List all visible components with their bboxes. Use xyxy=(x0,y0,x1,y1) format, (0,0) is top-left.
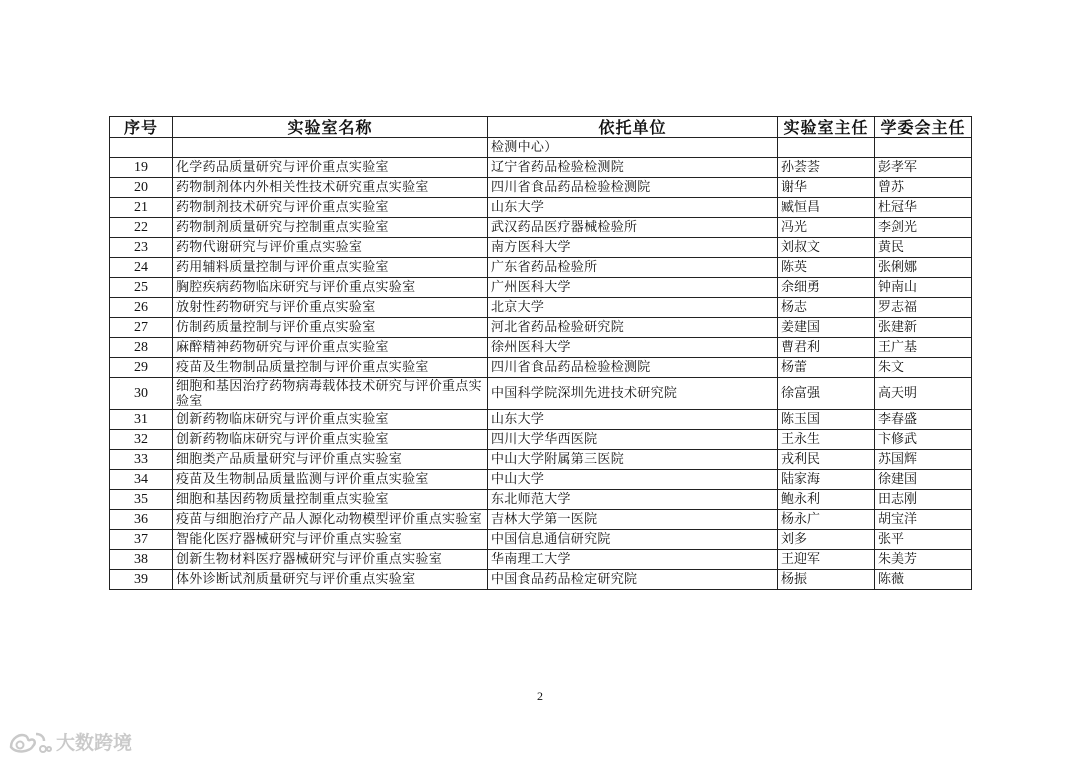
cell-lab-director: 曹君利 xyxy=(778,338,875,358)
cell-seq: 32 xyxy=(110,430,173,450)
continuation-director xyxy=(778,138,875,158)
table-row xyxy=(110,490,972,510)
watermark-text: 大数跨境 xyxy=(56,732,133,754)
cell-host-unit: 中国科学院深圳先进技术研究院 xyxy=(488,378,778,410)
table-row xyxy=(110,298,972,318)
cell-seq: 39 xyxy=(110,570,173,590)
cell-lab-director: 孙荟荟 xyxy=(778,158,875,178)
table-row xyxy=(110,550,972,570)
cell-seq: 31 xyxy=(110,410,173,430)
cell-committee-director: 徐建国 xyxy=(875,470,972,490)
cell-committee-director: 王广基 xyxy=(875,338,972,358)
cell-seq: 33 xyxy=(110,450,173,470)
cell-lab-director: 谢华 xyxy=(778,178,875,198)
cell-host-unit: 四川省食品药品检验检测院 xyxy=(488,358,778,378)
cell-host-unit: 辽宁省药品检验检测院 xyxy=(488,158,778,178)
cell-lab-director: 陈英 xyxy=(778,258,875,278)
cell-lab-name: 仿制药质量控制与评价重点实验室 xyxy=(173,318,488,338)
cell-seq: 35 xyxy=(110,490,173,510)
cell-lab-director: 杨志 xyxy=(778,298,875,318)
cell-committee-director: 杜冠华 xyxy=(875,198,972,218)
cell-seq: 27 xyxy=(110,318,173,338)
cell-committee-director: 朱美芳 xyxy=(875,550,972,570)
cell-committee-director: 李春盛 xyxy=(875,410,972,430)
cell-lab-director: 陆家海 xyxy=(778,470,875,490)
cell-seq: 19 xyxy=(110,158,173,178)
header-host-unit: 依托单位 xyxy=(488,117,778,138)
cell-lab-director: 戎利民 xyxy=(778,450,875,470)
cell-seq: 24 xyxy=(110,258,173,278)
table-row xyxy=(110,470,972,490)
cell-lab-director: 刘多 xyxy=(778,530,875,550)
cell-host-unit: 山东大学 xyxy=(488,198,778,218)
cell-seq: 34 xyxy=(110,470,173,490)
cell-lab-name: 药用辅料质量控制与评价重点实验室 xyxy=(173,258,488,278)
cell-seq: 26 xyxy=(110,298,173,318)
cell-host-unit: 吉林大学第一医院 xyxy=(488,510,778,530)
cell-seq: 22 xyxy=(110,218,173,238)
table-row xyxy=(110,358,972,378)
cell-host-unit: 徐州医科大学 xyxy=(488,338,778,358)
cell-committee-director: 罗志福 xyxy=(875,298,972,318)
table-row xyxy=(110,278,972,298)
continuation-name xyxy=(173,138,488,158)
table-row xyxy=(110,450,972,470)
cell-seq: 23 xyxy=(110,238,173,258)
cell-seq: 37 xyxy=(110,530,173,550)
cell-seq: 25 xyxy=(110,278,173,298)
cell-lab-director: 臧恒昌 xyxy=(778,198,875,218)
table-row xyxy=(110,178,972,198)
table-row xyxy=(110,530,972,550)
cell-lab-name: 药物代谢研究与评价重点实验室 xyxy=(173,238,488,258)
cell-host-unit: 华南理工大学 xyxy=(488,550,778,570)
cell-committee-director: 曾苏 xyxy=(875,178,972,198)
continuation-seq xyxy=(110,138,173,158)
cell-lab-name: 体外诊断试剂质量研究与评价重点实验室 xyxy=(173,570,488,590)
cell-lab-name: 细胞类产品质量研究与评价重点实验室 xyxy=(173,450,488,470)
cell-host-unit: 武汉药品医疗器械检验所 xyxy=(488,218,778,238)
cell-host-unit: 河北省药品检验研究院 xyxy=(488,318,778,338)
cell-lab-director: 王迎军 xyxy=(778,550,875,570)
table-row xyxy=(110,218,972,238)
cell-seq: 20 xyxy=(110,178,173,198)
cell-lab-director: 徐富强 xyxy=(778,378,875,410)
cell-seq: 36 xyxy=(110,510,173,530)
cell-seq: 29 xyxy=(110,358,173,378)
cell-lab-director: 冯光 xyxy=(778,218,875,238)
cell-lab-director: 杨振 xyxy=(778,570,875,590)
table-row xyxy=(110,570,972,590)
cell-committee-director: 彭孝军 xyxy=(875,158,972,178)
cell-committee-director: 朱文 xyxy=(875,358,972,378)
cell-lab-name: 化学药品质量研究与评价重点实验室 xyxy=(173,158,488,178)
table-row xyxy=(110,158,972,178)
cell-committee-director: 张俐娜 xyxy=(875,258,972,278)
cell-host-unit: 中山大学附属第三医院 xyxy=(488,450,778,470)
continuation-row xyxy=(110,138,972,158)
cell-host-unit: 中国信息通信研究院 xyxy=(488,530,778,550)
cell-lab-name: 药物制剂质量研究与控制重点实验室 xyxy=(173,218,488,238)
cell-host-unit: 四川省食品药品检验检测院 xyxy=(488,178,778,198)
cell-host-unit: 东北师范大学 xyxy=(488,490,778,510)
cell-committee-director: 卞修武 xyxy=(875,430,972,450)
table-row xyxy=(110,378,972,410)
cell-lab-director: 杨永广 xyxy=(778,510,875,530)
cell-lab-name: 创新生物材料医疗器械研究与评价重点实验室 xyxy=(173,550,488,570)
watermark xyxy=(8,728,132,755)
cell-lab-name: 药物制剂技术研究与评价重点实验室 xyxy=(173,198,488,218)
laboratory-table xyxy=(109,116,972,590)
cell-committee-director: 陈薇 xyxy=(875,570,972,590)
cell-lab-director: 王永生 xyxy=(778,430,875,450)
cell-lab-director: 鲍永利 xyxy=(778,490,875,510)
cell-lab-director: 余细勇 xyxy=(778,278,875,298)
cell-host-unit: 北京大学 xyxy=(488,298,778,318)
cell-lab-name: 药物制剂体内外相关性技术研究重点实验室 xyxy=(173,178,488,198)
table-header-row xyxy=(110,117,972,138)
cell-lab-name: 创新药物临床研究与评价重点实验室 xyxy=(173,430,488,450)
cell-committee-director: 高天明 xyxy=(875,378,972,410)
cell-lab-name: 放射性药物研究与评价重点实验室 xyxy=(173,298,488,318)
cell-lab-director: 陈玉国 xyxy=(778,410,875,430)
header-seq: 序号 xyxy=(110,117,173,138)
cell-lab-name: 疫苗及生物制品质量监测与评价重点实验室 xyxy=(173,470,488,490)
cell-host-unit: 广州医科大学 xyxy=(488,278,778,298)
cell-committee-director: 胡宝洋 xyxy=(875,510,972,530)
cell-host-unit: 南方医科大学 xyxy=(488,238,778,258)
cell-lab-name: 胸腔疾病药物临床研究与评价重点实验室 xyxy=(173,278,488,298)
cell-seq: 21 xyxy=(110,198,173,218)
table-row xyxy=(110,258,972,278)
cell-committee-director: 苏国辉 xyxy=(875,450,972,470)
cell-host-unit: 山东大学 xyxy=(488,410,778,430)
cell-lab-name: 疫苗及生物制品质量控制与评价重点实验室 xyxy=(173,358,488,378)
cell-lab-name: 麻醉精神药物研究与评价重点实验室 xyxy=(173,338,488,358)
cell-lab-name: 细胞和基因药物质量控制重点实验室 xyxy=(173,490,488,510)
cell-host-unit: 四川大学华西医院 xyxy=(488,430,778,450)
table-row xyxy=(110,198,972,218)
cell-committee-director: 黄民 xyxy=(875,238,972,258)
cell-lab-name: 细胞和基因治疗药物病毒载体技术研究与评价重点实验室 xyxy=(173,378,488,410)
continuation-committee xyxy=(875,138,972,158)
cell-lab-director: 刘叔文 xyxy=(778,238,875,258)
header-lab-director: 实验室主任 xyxy=(778,117,875,138)
header-lab-name: 实验室名称 xyxy=(173,117,488,138)
cell-committee-director: 李剑光 xyxy=(875,218,972,238)
cell-committee-director: 钟南山 xyxy=(875,278,972,298)
cell-lab-name: 创新药物临床研究与评价重点实验室 xyxy=(173,410,488,430)
cell-seq: 30 xyxy=(110,378,173,410)
weibo-logo-icon xyxy=(8,729,52,755)
header-committee-director: 学委会主任 xyxy=(875,117,972,138)
table-row xyxy=(110,238,972,258)
cell-host-unit: 中山大学 xyxy=(488,470,778,490)
cell-committee-director: 张建新 xyxy=(875,318,972,338)
cell-lab-name: 智能化医疗器械研究与评价重点实验室 xyxy=(173,530,488,550)
cell-committee-director: 田志刚 xyxy=(875,490,972,510)
cell-lab-name: 疫苗与细胞治疗产品人源化动物模型评价重点实验室 xyxy=(173,510,488,530)
cell-seq: 28 xyxy=(110,338,173,358)
table-row xyxy=(110,430,972,450)
table-row xyxy=(110,410,972,430)
cell-host-unit: 广东省药品检验所 xyxy=(488,258,778,278)
page-number: 2 xyxy=(537,689,543,703)
cell-lab-director: 杨蕾 xyxy=(778,358,875,378)
table-row xyxy=(110,338,972,358)
cell-committee-director: 张平 xyxy=(875,530,972,550)
continuation-unit: 检测中心） xyxy=(488,138,778,158)
cell-seq: 38 xyxy=(110,550,173,570)
cell-host-unit: 中国食品药品检定研究院 xyxy=(488,570,778,590)
cell-lab-director: 姜建国 xyxy=(778,318,875,338)
table-row xyxy=(110,510,972,530)
table-row xyxy=(110,318,972,338)
